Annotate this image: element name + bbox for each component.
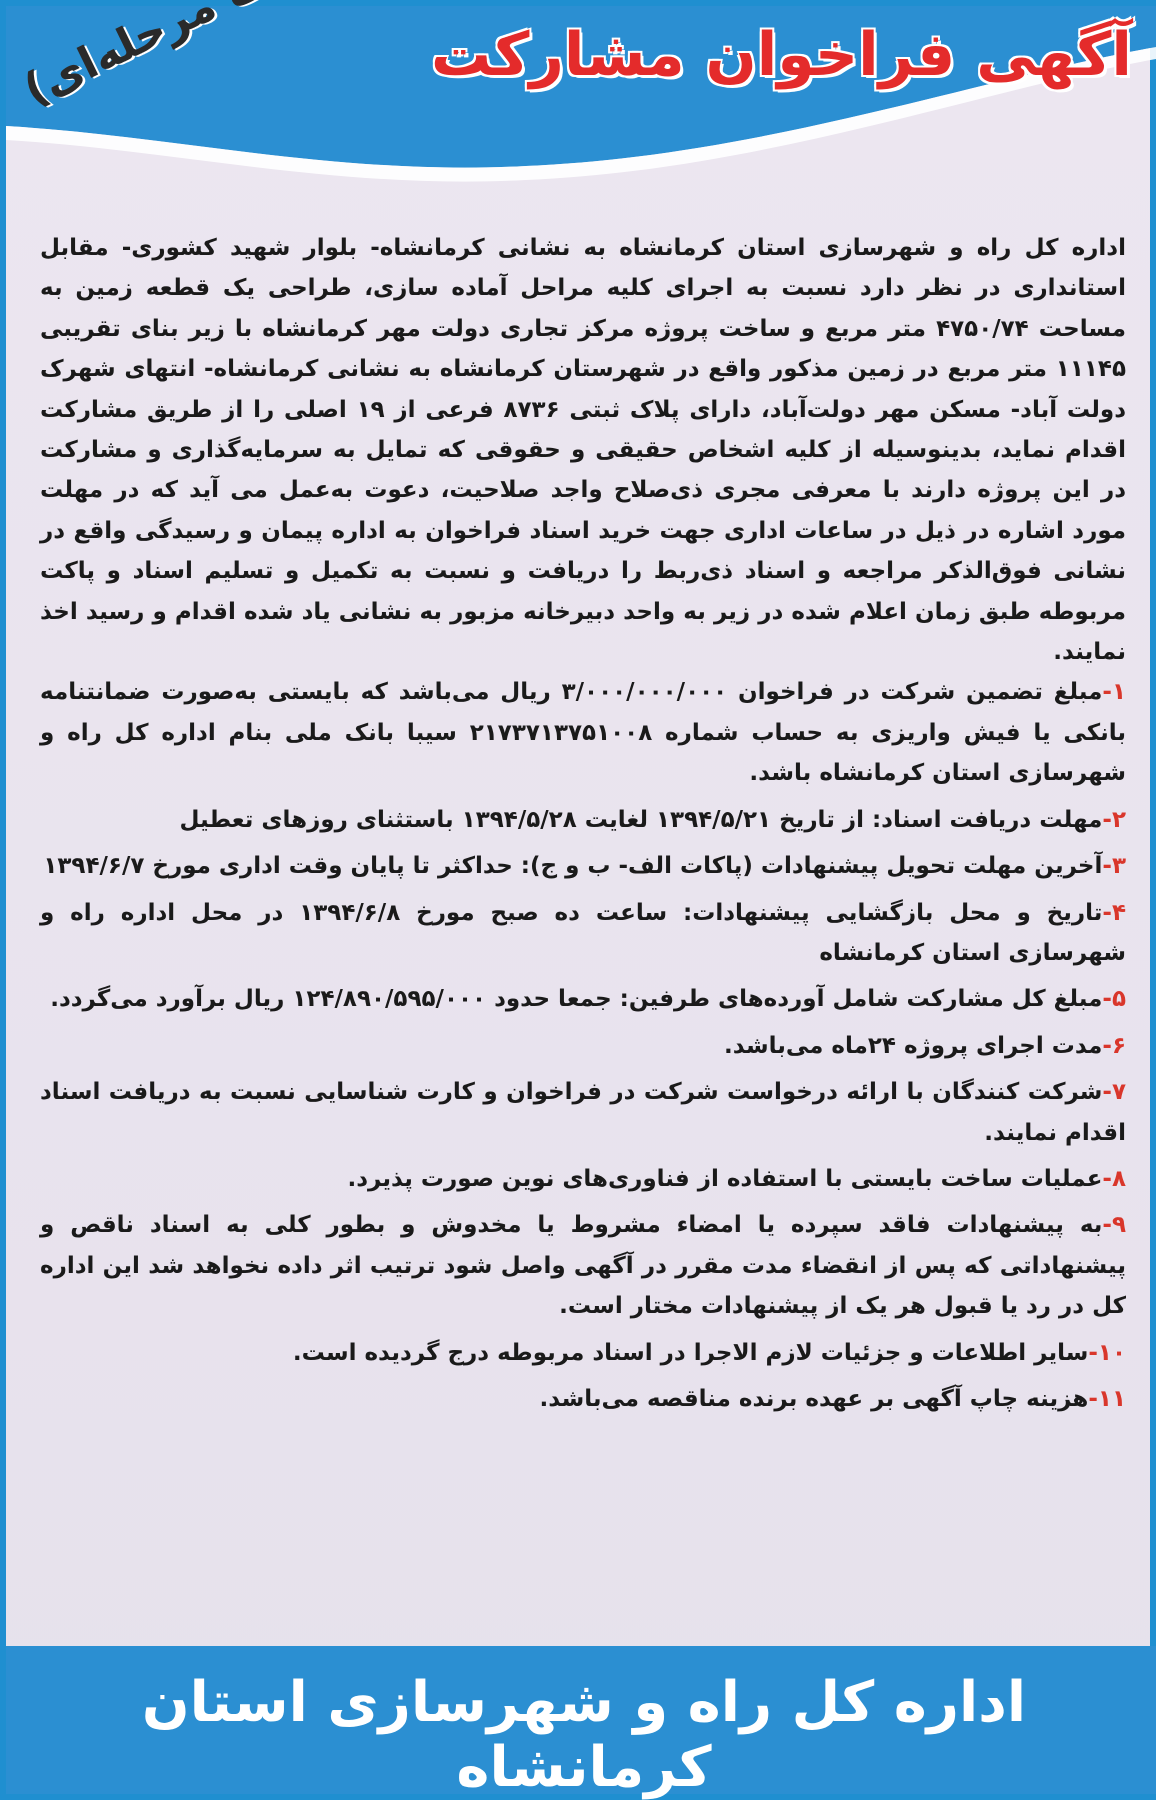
conditions-list xyxy=(40,672,1126,1419)
list-item xyxy=(40,1379,1126,1419)
list-item xyxy=(40,1333,1126,1373)
list-item xyxy=(40,800,1126,840)
organization-name: اداره کل راه و شهرسازی استان کرمانشاه xyxy=(141,1670,1027,1800)
item-number: ۹- xyxy=(1102,1212,1126,1239)
item-text: به پیشنهادات فاقد سپرده یا امضاء مشروط یا مخدوش و بطور کلی به اسناد ناقص و پیشنهاداتی که پس از انقضاء مدت مقرر در آگهی واصل شود ترتیب اثر داده نخواهد شد این اداره کل در رد یا قبول هر یک از پیشنهادات مختار است. xyxy=(40,1212,1126,1320)
item-number: ۱۰- xyxy=(1088,1339,1126,1366)
list-item xyxy=(40,846,1126,886)
item-text: مبلغ تضمین شرکت در فراخوان ۳/۰۰۰/۰۰۰/۰۰۰ ریال می‌باشد که بایستی به‌صورت ضمانتنامه بانکی یا فیش واریزی به حساب شماره ۲۱۷۳۷۱۳۷۵۱۰۰۸ سیبا بانک ملی بنام اداره کل راه و شهرسازی استان کرمانشاه باشد. xyxy=(40,679,1126,787)
item-text: آخرین مهلت تحویل پیشنهادات (پاکات الف- ب و ج): حداکثر تا پایان وقت اداری مورخ ۱۳۹۴/۶/۷ xyxy=(43,853,1103,880)
item-number: ۵- xyxy=(1102,986,1126,1013)
item-text: مهلت دریافت اسناد: از تاریخ ۱۳۹۴/۵/۲۱ لغایت ۱۳۹۴/۵/۲۸ باستثنای روزهای تعطیل xyxy=(179,806,1103,833)
item-text: هزینه چاپ آگهی بر عهده برنده مناقصه می‌باشد. xyxy=(539,1385,1089,1412)
item-number: ۱- xyxy=(1102,679,1126,706)
item-text: عملیات ساخت بایستی با استفاده از فناوری‌های نوین صورت پذیرد. xyxy=(347,1165,1103,1192)
item-text: سایر اطلاعات و جزئیات لازم الاجرا در اسناد مربوطه درج گردیده است. xyxy=(292,1339,1089,1366)
list-item xyxy=(40,979,1126,1019)
list-item xyxy=(40,893,1126,974)
item-number: ۲- xyxy=(1102,806,1126,833)
intro-paragraph: اداره کل راه و شهرسازی استان کرمانشاه به نشانی کرمانشاه- بلوار شهید کشوری- مقابل استانداری در نظر دارد نسبت به اجرای کلیه مراحل آماده سازی، طراحی یک قطعه زمین به مساحت ۴۷۵۰/۷۴ متر مربع و ساخت پروژه مرکز تجاری دولت مهر کرمانشاه با زیر بنای تقریبی ۱۱۱۴۵ متر مربع در زمین مذکور واقع در شهرستان کرمانشاه به نشانی کرمانشاه- انتهای شهرک دولت آباد- مسکن مهر دولت‌آباد، دارای پلاک ثبتی ۸۷۳۶ فرعی از ۱۹ اصلی را از طریق مشارکت اقدام نماید، بدینوسیله از کلیه اشخاص حقیقی و حقوقی که تمایل به سرمایه‌گذاری و مشارکت در این پروژه دارند با معرفی مجری ذی‌صلاح واجد صلاحیت، دعوت به‌عمل می آید که در مهلت مورد اشاره در ذیل در ساعات اداری جهت خرید اسناد فراخوان به اداره پیمان و رسیدگی واقع در نشانی فوق‌الذکر مراجعه و اسناد ذی‌ربط را دریافت و نسبت به تکمیل و تسلیم اسناد و پاکت مربوطه طبق زمان اعلام شده در زیر به واحد دبیرخانه مزبور به نشانی یاد شده اقدام و رسید اخذ نمایند. xyxy=(40,235,1126,666)
item-number: ۸- xyxy=(1102,1165,1126,1192)
item-text: مدت اجرای پروژه ۲۴ماه می‌باشد. xyxy=(723,1032,1103,1059)
list-item xyxy=(40,672,1126,793)
list-item xyxy=(40,1205,1126,1326)
item-number: ۳- xyxy=(1102,853,1126,880)
list-item xyxy=(40,1072,1126,1153)
item-text: مبلغ کل مشارکت شامل آورده‌های طرفین: جمعا حدود ۱۲۴/۸۹۰/۵۹۵/۰۰۰ ریال برآورد می‌گردد. xyxy=(50,986,1103,1013)
list-item xyxy=(40,1026,1126,1066)
page-title: آگهی فراخوان مشارکت xyxy=(430,20,1132,90)
item-number: ۱۱- xyxy=(1088,1385,1126,1412)
item-text: شرکت کنندگان با ارائه درخواست شرکت در فراخوان و کارت شناسایی نسبت به دریافت اسناد اقدام نمایند. xyxy=(40,1079,1126,1146)
item-number: ۴- xyxy=(1102,899,1126,926)
item-text: تاریخ و محل بازگشایی پیشنهادات: ساعت ده صبح مورخ ۱۳۹۴/۶/۸ در محل اداره راه و شهرسازی استان کرمانشاه xyxy=(40,899,1126,966)
item-number: ۶- xyxy=(1102,1032,1126,1059)
item-number: ۷- xyxy=(1102,1079,1126,1106)
announcement-body xyxy=(40,228,1126,1425)
list-item xyxy=(40,1159,1126,1199)
footer-banner xyxy=(6,1646,1156,1800)
